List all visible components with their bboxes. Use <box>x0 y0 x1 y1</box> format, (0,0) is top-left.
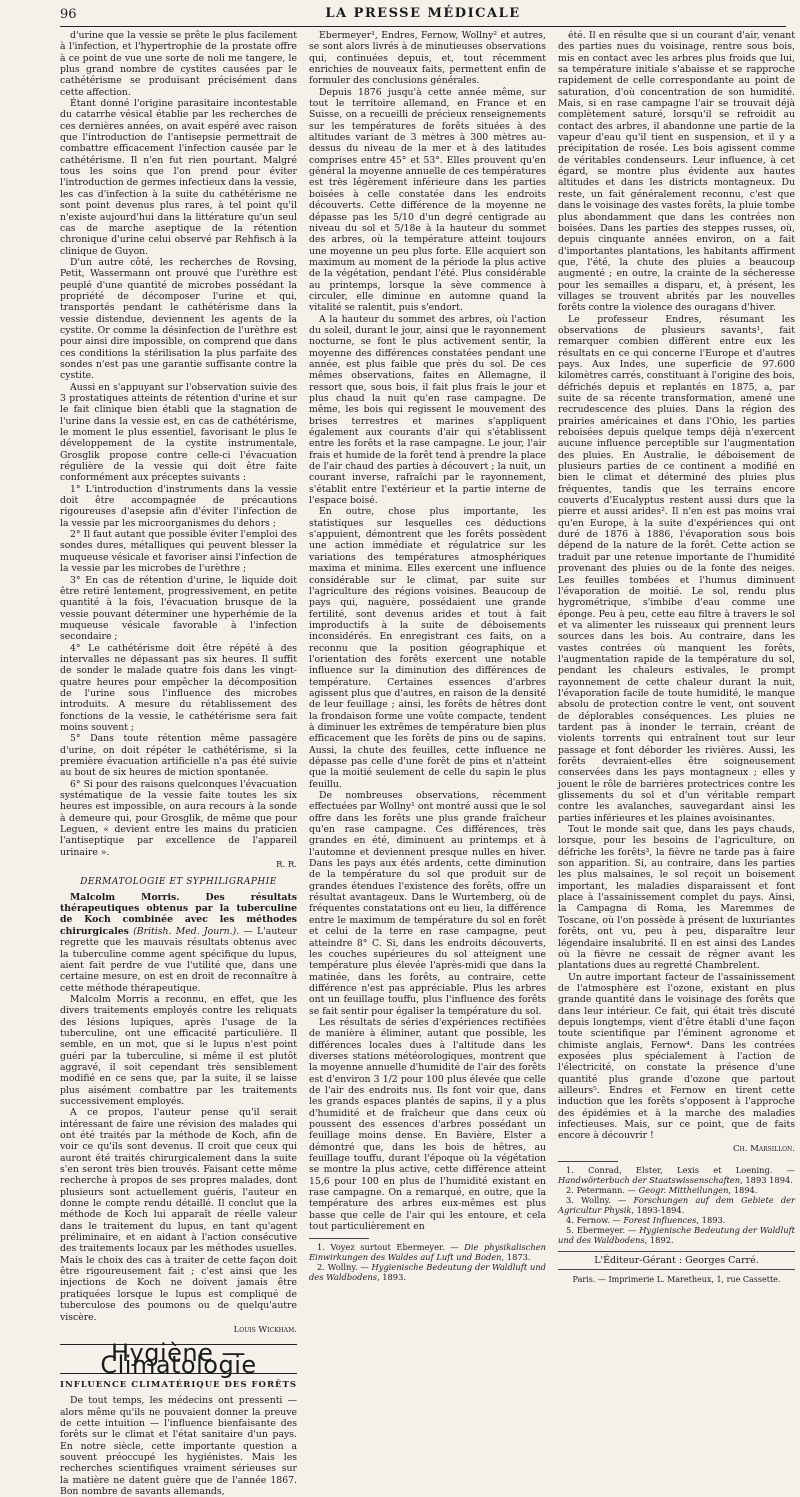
signature-rr: R. R. <box>276 860 297 871</box>
article-intro <box>60 892 297 994</box>
footnote-author: Wollny. — <box>327 1262 372 1273</box>
footnote-title: Die physikalischen Einwirkungen des Waldes auf Luft und Boden <box>309 1242 546 1263</box>
signature-marsillon: Ch. Marsillon. <box>732 1143 795 1154</box>
footnote-number: 2. <box>566 1185 574 1196</box>
footnote-author: Fernow. — <box>576 1215 624 1226</box>
footnote-year: , 1873. <box>501 1252 531 1263</box>
footnote <box>309 1262 546 1282</box>
header-rule <box>60 26 786 27</box>
footnote-year: , 1893. <box>696 1215 726 1226</box>
paragraph: Les résultats de séries d'expériences rectifiées de manière à éliminer, autant que possible, les différences locales dues à l'altitude dans les diverses stations météorologiques, montrent que la moyenne annuelle d'humidité de l'air des forêts est d'environ 3 1/2 pour 100 plus élevée que celle de l'air des endroits nus. Ils font voir que, dans les grands espaces plantés de sapins, il y a plus d'humidité et de fraîcheur que dans ceux où poussent des essences d'arbres possédant un feuillage moins dense. En Bavière, Elster a démontré que, dans les bois de hêtres, au feuillage touffu, durant l'époque où la végétation se montre la plus active, cette différence atteint 15,6 pour 100 en plus de l'humidité existant en rase campagne. On a remarqué, en outre, que la température des arbres eux-mêmes est plus basse que celle de l'air qui les entoure, et cela tout particulièrement en <box>309 1016 546 1233</box>
paragraph: été. Il en résulte que si un courant d'air, venant des parties nues du voisinage, rentre sous bois, mis en contact avec les arbres plus froids que lui, sa température initiale s'abaisse et se rapproche rapidement de celle correspondante au point de saturation, d'où concentration de son humidité. Mais, si en rase campagne l'air se trouvait déjà complètement saturé, lorsqu'il se refroidit au contact des arbres, il abandonne une partie de la vapeur d'eau qu'il tient en suspension, et il y a précipitation de rosée. Les bois agissent comme de véritables condenseurs. Leur influence, à cet égard, se montre plus évidente aux hautes altitudes et dans les districts montagneux. Du reste, un fait généralement reconnu, c'est que dans le voisinage des vastes forêts, la pluie tombe plus abondamment que dans les contrées non boisées. Dans les parties des steppes russes, où, depuis cinquante années environ, on a fait d'importantes plantations, les habitants affirment que, l'été, la chute des pluies a beaucoup augmenté ; en outre, la crainte de la sécheresse pour les semailles a disparu, et, à présent, les villages se trouvent abrités par les nouvelles forêts contre la violence des ouragans d'hiver. <box>558 30 795 314</box>
footnote-title: Forest Influences <box>623 1215 697 1226</box>
footnote-title: Hygienische Bedeutung der Waldluft und des Waldbodens <box>309 1262 546 1283</box>
footnote-author: Petermann. — <box>576 1185 639 1196</box>
paragraph: Malcolm Morris a reconnu, en effet, que les divers traitements employés contre les reliquats des lésions lupiques, après l'usage de la tuberculine, ont une efficacité particulière. Il semble, en un mot, que si le lupus n'est point guéri par la tuberculine, si même il est plutôt aggravé, il soit cependant très sensiblement modifié en ce sens que, par la suite, il se laisse plus aisément combattre par les traitements successivement employés. <box>60 993 297 1107</box>
footnote-year: , 1893-1894. <box>631 1205 685 1216</box>
footnote-year: , 1893. <box>376 1272 406 1283</box>
footnote-number: 3. <box>566 1195 574 1206</box>
journal-title: LA PRESSE MÉDICALE <box>325 6 521 21</box>
footnote-year: , 1894. <box>728 1185 758 1196</box>
paragraph: 1° L'introduction d'instruments dans la vessie doit être accompagnée de précautions rigoureuses d'asepsie afin d'éviter l'infection de la vessie par les microorganismes du dehors ; <box>60 483 297 529</box>
paragraph: 4° Le cathétérisme doit être répété à des intervalles ne dépassant pas six heures. Il suffit de sonder le malade quatre fois dans les vingt-quatre heures pour empêcher la décomposition de l'urine sous l'influence des microbes introduits. A mesure du rétablissement des fonctions de la vessie, le cathétérisme sera fait moins souvent ; <box>60 642 297 733</box>
paragraph: De tout temps, les médecins ont pressenti — alors même qu'ils ne pouvaient donner la preuve de cette intuition — l'influence bienfaisante des forêts sur le climat et l'état sanitaire d'un pays. En notre siècle, cette importante question a souvent préoccupé les hygiénistes. Mais les recherches scientifiques vraiment sérieuses sur la matière ne datent guère que de l'année 1867. Bon nombre de savants allemands, <box>60 1395 297 1497</box>
page-number: 96 <box>60 7 77 22</box>
printer-line: Paris. — Imprimerie L. Maretheux, 1, rue Cassette. <box>572 1275 781 1285</box>
paragraph: Le professeur Endres, résumant les observations de plusieurs savants¹, fait remarquer combien diffèrent entre eux les résultats en ce qui concerne l'Europe et d'autres pays. Aux Indes, une superficie de 97.600 kilomètres carrés, constituant à l'origine des bois, défrichés depuis et replantés en 1875, a, par suite de sa récente transformation, amené une recrudescence des pluies. Dans la région des prairies américaines et dans l'Ohio, les parties reboisées depuis quelque temps déjà n'exercent aucune influence perceptible sur l'augmentation des pluies. En Australie, le déboisement de plusieurs parties de ce continent a modifié en bien le climat et déterminé des pluies plus fréquentes, tandis que les terrains encore couverts d'Eucalyptus restent aussi durs que la pierre et aussi arides². Il n'en est pas moins vrai qu'en Europe, à la suite d'expériences qui ont duré de 1876 à 1886, l'évaporation sous bois dépend de la nature de la forêt. Cette action se traduit par une retenue importante de l'humidité provenant des pluies ou de la fonte des neiges. Les feuilles tombées et l'humus diminuent l'évaporation de moitié. Le sol, rendu plus hygrométrique, s'imbibe d'eau comme une éponge. Peu à peu, cette eau filtre à travers le sol et va alimenter les ruisseaux qui prennent leurs sources dans les bois. Au contraire, dans les vastes contrées où manquent les forêts, l'augmentation rapide de la température du sol, pendant les chaleurs estivales, le prompt rayonnement de cette chaleur durant la nuit, l'évaporation facile de toute humidité, le manque absolu de protection contre le vent, ont souvent de déplorables conséquences. Les pluies ne tardent pas à inonder le terrain, créant de violents torrents qui entraînent tout sur leur passage et font déborder les rivières. Aussi, les forêts devraient-elles être soigneusement conservées dans les pays montagneux ; elles y jouent le rôle de barrières protectrices contre les glissements du sol et d'un véritable rempart contre les avalanches, sauvegardant ainsi les parties inférieures et les plaines avoisinantes. <box>558 313 795 824</box>
footnote <box>558 1225 795 1245</box>
footnote-number: 5. <box>566 1225 574 1236</box>
editor-line: L'Éditeur-Gérant : Georges Carré. <box>558 1251 795 1270</box>
footnote <box>558 1165 795 1185</box>
footnote-title: Forschungen auf dem Gebiete der Agricultur Physik <box>558 1195 796 1216</box>
paragraph: De nombreuses observations, récemment effectuées par Wollny¹ ont montré aussi que le sol offre dans les forêts une plus grande fraîcheur qu'en rase campagne. Ces différences, très grandes en été, diminuent au printemps et à l'automne et deviennent presque nulles en hiver. Dans les pays aux étés ardents, cette diminution de la température du sol que produit sur de grandes étendues l'existence des forêts, offre un résultat avantageux. Dans le Wurtemberg, où de fréquentes constatations ont eu lieu, la différence entre le maximum de température du sol en forêt et celui de la terre en rase campagne, peut atteindre 8° C. Si, dans les endroits découverts, les couches supérieures du sol atteignent une température plus élevée l'après-midi que dans la matinée, dans les forêts, au contraire, cette différence n'est pas appréciable. Plus les arbres ont un feuillage touffu, plus l'influence des forêts se fait sentir pour égaliser la température du sol. <box>309 790 546 1017</box>
paragraph: A la hauteur du sommet des arbres, où l'action du soleil, durant le jour, ainsi que le rayonnement nocturne, se font le plus activement sentir, la moyenne des différences constatées pendant une année, est plus faible que près du sol. De ces mêmes observations, faites en Allemagne, il ressort que, sous bois, il fait plus frais le jour et plus chaud la nuit qu'en rase campagne. De même, les bois qui regissent le mouvement des brises terrestres et marines s'appliquent également aux courants d'air qui s'établissent entre les forêts et la rase campagne. Le jour, l'air frais et humide de la forêt tend à prendre la place de l'air chaud des parties à découvert ; la nuit, un courant inverse, rafraîchi par le rayonnement, s'établit entre l'extérieur et la partie interne de l'espace boisé. <box>309 313 546 507</box>
footnote-year: , 1892. <box>644 1235 674 1246</box>
paragraph: 6° Si pour des raisons quelconques l'évacuation systématique de la vessie faite toutes les six heures est impossible, on aura recours à la sonde à demeure qui, pour Grosglik, de même que pour Leguen, « devient entre les mains du praticien l'antiseptique par excellence de l'appareil urinaire ». <box>60 778 297 858</box>
paragraph: d'urine que la vessie se prête le plus facilement à l'infection, et l'hypertrophie de la prostate offre à ce point de vue une sorte de noli me tangere, le plus grand nombre de cystites causées par le cathétérisme se produisant précisément dans cette affection. <box>60 30 297 98</box>
paragraph: D'un autre côté, les recherches de Rovsing, Petit, Wassermann ont prouvé que l'urèthre est peuplé d'une quantité de microbes possédant la propriété de décomposer l'urine et qui, transportés pendant le cathétérisme dans la vessie distendue, deviennent les agents de la cystite. Or comme la désinfection de l'urèthre est pour ainsi dire impossible, on comprend que dans ces conditions la stérilisation la plus parfaite des sondes n'est pas une garantie suffisante contre la cystite. <box>60 256 297 382</box>
column-1 <box>60 30 297 1497</box>
paragraph: 5° Dans toute rétention même passagère d'urine, on doit répéter le cathétérisme, si la première évacuation artificielle n'a pas été suivie au bout de six heures de miction spontanée. <box>60 733 297 779</box>
footnote <box>558 1195 795 1215</box>
signature-wickham: Louis Wickham. <box>233 1324 297 1335</box>
article-subhead: INFLUENCE CLIMATÉRIQUE DES FORÊTS <box>60 1379 297 1390</box>
paragraph: Ebermeyer¹, Endres, Fernow, Wollny² et autres, se sont alors livrés à de minutieuses observations qui, continuées depuis, et, tout récemment enrichies de nouveaux faits, permettent enfin de formuler des conclusions générales. <box>309 30 546 87</box>
section-title-hygiene: Hygiène — Climatologie <box>60 1344 297 1374</box>
footnote <box>558 1215 795 1225</box>
paragraph: Étant donné l'origine parasitaire incontestable du catarrhe vésical établie par les recherches de ces dernières années, on avait espéré avec raison que l'introduction de l'antisepsie permettrait de combattre efficacement l'infection causée par le cathétérisme. Il n'en fut rien pourtant. Malgré tous les soins que l'on prend pour éviter l'introduction de germes infectieux dans la vessie, les cas d'infection à la suite du cathétérisme ne sont point devenus plus rares, à tel point qu'il n'existe aujourd'hui dans la littérature qu'un seul cas de marche aseptique de la rétention chronique d'urine celui observé par Rehfisch à la clinique de Guyon. <box>60 98 297 257</box>
footnote-year: , 1893 1894. <box>740 1175 793 1186</box>
page-header <box>60 3 786 25</box>
column-3 <box>558 30 796 1285</box>
footnote-title: Hygienische Bedeutung der Waldluft und des Waldbodens <box>558 1225 795 1246</box>
footnote <box>558 1185 795 1195</box>
column-2 <box>309 30 546 1283</box>
paragraph: 2° Il faut autant que possible éviter l'emploi des sondes dures, métalliques qui peuvent blesser la muqueuse vésicale et favoriser ainsi l'infection de la vessie par les microbes de l'urèthre ; <box>60 529 297 575</box>
paragraph: En outre, chose plus importante, les statistiques sur lesquelles ces déductions s'appuient, démontrent que les forêts possèdent une action immédiate et régulatrice sur les variations des températures atmosphériques maxima et minima. Elles exercent une influence considérable sur le climat, par suite sur l'agriculture des régions voisines. Beaucoup de pays qui, naguère, possédaient une grande fertilité, sont devenus arides et tout à fait improductifs à la suite de déboisements inconsidérés. En enregistrant ces faits, on a reconnu que la position géographique et l'orientation des forêts exercent une notable influence sur la diminution des différences de température. Certaines essences d'arbres agissent plus que d'autres, en raison de la densité de leur feuillage ; ainsi, les forêts de hêtres dont la frondaison forme une voûte compacte, tendent à diminuer les extrêmes de température bien plus efficacement que les forêts de pins ou de sapins. Aussi, la chute des feuilles, cette influence ne dépasse pas celle d'une forêt de pins et n'atteint que la moitié seulement de celle du sapin le plus feuillu. <box>309 506 546 790</box>
paragraph: Depuis 1876 jusqu'à cette année même, sur tout le territoire allemand, en France et en Suisse, on a recueilli de précieux renseignements sur les températures de forêts situées à des altitudes variant de 3 mètres à 300 mètres au-dessus du niveau de la mer et à des latitudes comprises entre 45° et 53°. Elles prouvent qu'en général la moyenne annuelle de ces températures est très légèrement inférieure dans les parties boisées à celle constatée dans les endroits découverts. Cette différence de la moyenne ne dépasse pas les 5/10 d'un degré centigrade au niveau du sol et 5/18e à la hauteur du sommet des arbres, où la température atteint toujours une moyenne un peu plus forte. Elle acquiert son maximum au moment de la période la plus active de la végétation, pendant l'été. Plus considérable au printemps, lorsque la sève commence à circuler, elle diminue en automne quand la vitalité se ralentit, puis s'endort. <box>309 86 546 314</box>
footnote-rule <box>309 1238 369 1239</box>
footnote-number: 4. <box>566 1215 574 1226</box>
col1-paragraphs <box>60 30 297 858</box>
footnote-author: Conrad, Elster, Lexis et Loening. — <box>588 1165 795 1176</box>
footnote-title: Handwörterbuch der Staatswissenschaften <box>558 1175 741 1186</box>
footnote-number: 1. <box>317 1242 325 1253</box>
footnote-number: 1. <box>566 1165 574 1176</box>
footnote-author: Voyez surtout Ebermeyer. — <box>330 1242 465 1253</box>
footnote-rule <box>558 1161 618 1162</box>
article-text: — L'auteur regrette que les mauvais résultats obtenus avec la tuberculine comme agent spécifique du lupus, aient fait perdre de vue l'utilité que, dans une certaine mesure, on est en droit de reconnaître à cette méthode thérapeutique. <box>60 925 297 994</box>
footnote-number: 2. <box>317 1262 325 1273</box>
footnote-author: Wollny. — <box>581 1195 634 1206</box>
footnote <box>309 1242 546 1262</box>
article-title: Malcolm Morris. Des résultats thérapeutiques obtenus par la tuberculine de Koch combinée avec les méthodes chirurgicales <box>60 891 297 937</box>
footnote-author: Ebermeyer. — <box>576 1225 640 1236</box>
paragraph: Un autre important facteur de l'assainissement de l'atmosphère est l'ozone, existant en plus grande quantité dans le voisinage des forêts que dans leur intérieur. Ce fait, qui était très discuté depuis longtemps, vient d'être établi d'une façon toute scientifique par l'éminent agronome et chimiste anglais, Fernow⁴. Dans les contrées exposées plus spécialement à l'action de l'électricité, on constate la présence d'une quantité plus grande d'ozone que partout ailleurs⁵. Endres et Fernow en tirent cette induction que les forêts s'opposent à l'approche des épidémies et à la marche des maladies infectieuses. Mais, sur ce point, que de faits encore à découvrir ! <box>558 971 795 1142</box>
paragraph: A ce propos, l'auteur pense qu'il serait intéressant de faire une révision des malades qui ont été traités par la méthode de Koch, afin de voir ce qu'ils sont devenus. Il croit que ceux qui auront été traités chirurgicalement dans la suite s'en seront très bien trouvés. Faisant cette même recherche à propos de ses propres malades, dont plusieurs sont actuellement guéris, l'auteur en donne le compte rendu détaillé. Il conclut que la méthode de Koch lui apparaît de réelle valeur dans le traitement du lupus, en tant qu'agent préliminaire, et en aidant à l'action consécutive des traitements locaux par les méthodes usuelles. Mais le choix des cas à traiter de cette façon doit être rigoureusement fait ; c'est ainsi que les injections de Koch ne doivent jamais être pratiquées lorsque le lupus est compliqué de tuberculose des poumons ou de quelqu'autre viscère. <box>60 1107 297 1323</box>
footnote-title: Geogr. Mittheilungen <box>638 1185 729 1196</box>
article-source: (British. Med. Journ.). <box>133 925 240 937</box>
paragraph: Aussi en s'appuyant sur l'observation suivie des 3 prostatiques atteints de rétention d'urine et sur le fait clinique bien établi que la stagnation de l'urine dans la vessie est, en cas de cathétérisme, le moment le plus essentiel, favorisant le plus le développement de la cystite instrumentale, Grosglik propose contre celle-ci l'évacuation régulière de la vessie qui doit être faite conformément aux préceptes suivants : <box>60 381 297 484</box>
section-title-dermatology: DERMATOLOGIE ET SYPHILIGRAPHIE <box>80 877 277 888</box>
paragraph: Tout le monde sait que, dans les pays chauds, lorsque, pour les besoins de l'agriculture, on défriche les forêts³, la fièvre ne tarde pas à faire son apparition. Si, au contraire, dans les parties les plus malsaines, le sol reçoit un boisement important, les maladies disparaissent et font place à l'assainissement complet du pays. Ainsi, la Campagna di Roma, les Maremmes de Toscane, où l'on possède à présent de luxuriantes forêts, ont vu, peu à peu, disparaître leur légendaire insalubrité. Il en est ainsi des Landes où la fièvre ne cessait de régner avant les plantations dues au regretté Chambrelent. <box>558 824 795 972</box>
paragraph: 3° En cas de rétention d'urine, le liquide doit être retiré lentement, progressivement, en petite quantité à la fois, l'évacuation brusque de la vessie pouvant déterminer une hyperhémie de la muqueuse vésicale favorable à l'infection secondaire ; <box>60 574 297 643</box>
